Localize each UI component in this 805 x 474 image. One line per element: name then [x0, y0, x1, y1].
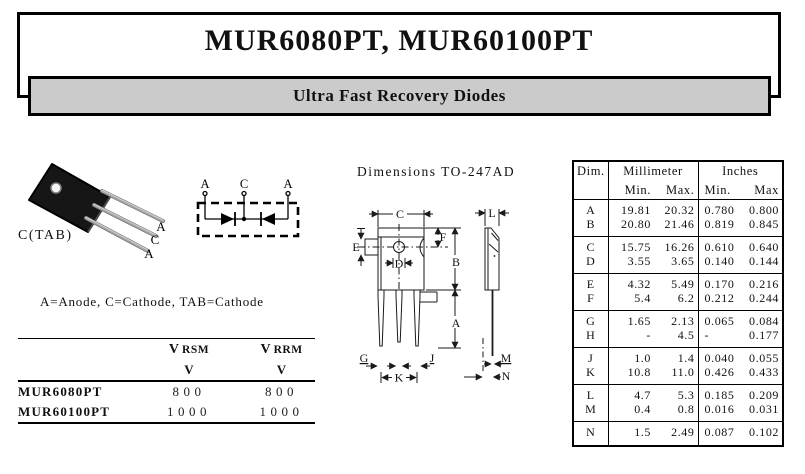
dim-letter: E [573, 274, 608, 292]
junction-dot [242, 217, 246, 221]
mm-min: 3.55 [627, 253, 651, 268]
table-row [573, 237, 783, 255]
header-in-max: Max [754, 182, 780, 197]
part-number: MUR6080PT [18, 384, 103, 399]
dim-letter: A [573, 200, 608, 218]
mm-min: 1.0 [634, 351, 651, 365]
dim-label-k: K [394, 370, 404, 385]
dim-letter: N [573, 422, 608, 446]
table-row [573, 200, 783, 218]
dim-letter: D [573, 255, 608, 274]
vrrm-unit: V [276, 362, 287, 377]
dim-label-a: A [451, 316, 461, 330]
diode-right-icon [262, 213, 275, 225]
in-min: 0.780 [704, 203, 735, 217]
package-photo-figure [15, 155, 190, 280]
schematic-terminal-c: C [239, 177, 249, 191]
in-max: 0.055 [749, 351, 780, 365]
subtitle-text: Ultra Fast Recovery Diodes [293, 86, 506, 105]
terminal-circle-a2 [286, 192, 290, 196]
terminal-circle-c [242, 192, 246, 196]
vrsm-symbol: V [168, 342, 180, 357]
dimensions-drawing [350, 180, 565, 390]
voltage-header-row [18, 339, 315, 361]
mm-min: 5.4 [634, 290, 651, 305]
mm-max: 3.65 [654, 255, 698, 274]
mm-min: 15.75 [621, 240, 651, 254]
page-title: MUR6080PT, MUR60100PT [204, 24, 594, 57]
vrrm-sub: RRM [273, 344, 303, 356]
mm-max: 2.49 [654, 422, 698, 446]
dim-letter: G [573, 311, 608, 329]
table-row [573, 403, 783, 422]
vrsm-value: 800 [172, 384, 206, 399]
in-min: 0.185 [704, 388, 735, 402]
mm-min: 20.80 [621, 216, 651, 231]
in-max: 0.244 [749, 290, 780, 305]
lead-3 [414, 290, 420, 346]
mm-min: 1.65 [627, 314, 651, 328]
dim-letter: C [573, 237, 608, 255]
dim-label-c: C [395, 207, 405, 221]
mm-max: 5.3 [654, 385, 698, 403]
vrrm-value: 800 [265, 384, 298, 399]
dim-label-f: F [439, 230, 447, 244]
dim-letter: H [573, 329, 608, 348]
mm-max: 20.32 [654, 200, 698, 218]
mm-min: 4.32 [627, 277, 651, 291]
header-dim: Dim. [573, 161, 608, 200]
pin-label-anode-bottom: A [144, 246, 154, 261]
in-min: 0.212 [704, 290, 735, 305]
mm-min: 4.7 [634, 388, 651, 402]
header-mm-min: Min. [624, 182, 651, 197]
header-mm-max: Max. [654, 181, 698, 200]
mm-min: - [646, 327, 651, 342]
header-in-min: Min. [704, 182, 731, 197]
table-row [573, 385, 783, 403]
table-row [18, 402, 315, 423]
pin-label-cathode: C [150, 232, 160, 247]
vrsm-sub: RSM [182, 344, 210, 356]
table-row [573, 311, 783, 329]
mm-max: 1.4 [654, 348, 698, 366]
lead-2 [396, 290, 402, 342]
diode-schematic [190, 172, 315, 247]
mm-max: 0.8 [654, 403, 698, 422]
in-max: 0.640 [749, 240, 780, 254]
vrrm-symbol: V [260, 342, 271, 357]
tab-label: C(TAB) [18, 228, 73, 243]
dim-letter: B [573, 218, 608, 237]
pinout-note: A=Anode, C=Cathode, TAB=Cathode [40, 294, 264, 309]
in-max: 0.800 [749, 203, 780, 217]
header-inches: Inches [722, 164, 759, 178]
vrsm-value: 1000 [167, 404, 211, 419]
in-max: 0.102 [749, 425, 780, 439]
mm-max: 5.49 [654, 274, 698, 292]
dim-label-e: E [352, 240, 360, 254]
table-row [573, 218, 783, 237]
in-min: 0.819 [704, 216, 735, 231]
subtitle-banner [28, 76, 771, 116]
mm-max: 16.26 [654, 237, 698, 255]
table-row [573, 348, 783, 366]
in-min: 0.426 [704, 364, 735, 379]
schematic-terminal-a2: A [283, 177, 293, 191]
mm-max: 21.46 [654, 218, 698, 237]
dim-label-g: G [359, 351, 369, 365]
in-min: 0.040 [704, 351, 735, 365]
vrrm-value: 1000 [259, 404, 304, 419]
dim-letter: J [573, 348, 608, 366]
dimensions-table [572, 160, 784, 447]
dim-label-l: L [488, 206, 496, 220]
in-min: 0.170 [704, 277, 735, 291]
lead-1 [378, 290, 384, 346]
mm-min: 10.8 [627, 364, 651, 379]
in-max: 0.084 [749, 314, 780, 328]
table-row [573, 366, 783, 385]
empty-cell [18, 360, 130, 381]
in-max: 0.144 [749, 253, 780, 268]
in-min: - [704, 327, 710, 342]
table-row [18, 381, 315, 402]
in-min: 0.065 [704, 314, 735, 328]
header-millimeter: Millimeter [608, 161, 698, 181]
dim-label-m: M [500, 351, 512, 365]
vrsm-unit: V [184, 362, 194, 377]
in-max: 0.209 [749, 388, 780, 402]
in-min: 0.140 [704, 253, 735, 268]
side-view-body [485, 228, 499, 290]
voltage-unit-row [18, 360, 315, 381]
in-min: 0.610 [704, 240, 735, 254]
table-row [573, 274, 783, 292]
in-max: 0.031 [749, 401, 780, 416]
voltage-ratings-table [18, 338, 315, 424]
in-max: 0.216 [749, 277, 780, 291]
dim-letter: L [573, 385, 608, 403]
dim-label-d: D [394, 256, 404, 271]
mm-min: 1.5 [634, 425, 651, 439]
schematic-terminal-a1: A [200, 177, 210, 191]
vrsm-header [130, 339, 248, 361]
mm-min: 19.81 [621, 203, 651, 217]
terminal-circle-a1 [203, 192, 207, 196]
drawing-title: Dimensions TO-247AD [357, 164, 516, 179]
pin-label-anode-top: A [156, 219, 166, 234]
dim-letter: K [573, 366, 608, 385]
diode-left-icon [221, 213, 234, 225]
dimensions-table-header [573, 161, 783, 200]
table-row [573, 292, 783, 311]
in-min: 0.087 [704, 425, 735, 439]
mounting-hole [51, 183, 61, 193]
mm-max: 4.5 [654, 329, 698, 348]
dim-letter: F [573, 292, 608, 311]
table-row [573, 329, 783, 348]
dim-label-b: B [451, 255, 461, 269]
table-row [573, 422, 783, 446]
empty-cell [18, 339, 130, 361]
in-max: 0.433 [749, 364, 780, 379]
to247-package-body [29, 164, 110, 232]
dim-letter: M [573, 403, 608, 422]
mm-max: 2.13 [654, 311, 698, 329]
mm-min: 0.4 [634, 401, 651, 416]
dim-label-n: N [501, 369, 511, 383]
part-number: MUR60100PT [18, 404, 111, 419]
mm-max: 6.2 [654, 292, 698, 311]
vrrm-header [248, 339, 315, 361]
dim-label-j: J [429, 351, 435, 365]
in-min: 0.016 [704, 401, 735, 416]
in-max: 0.177 [749, 327, 780, 342]
mm-max: 11.0 [654, 366, 698, 385]
table-row [573, 255, 783, 274]
in-max: 0.845 [749, 216, 780, 231]
